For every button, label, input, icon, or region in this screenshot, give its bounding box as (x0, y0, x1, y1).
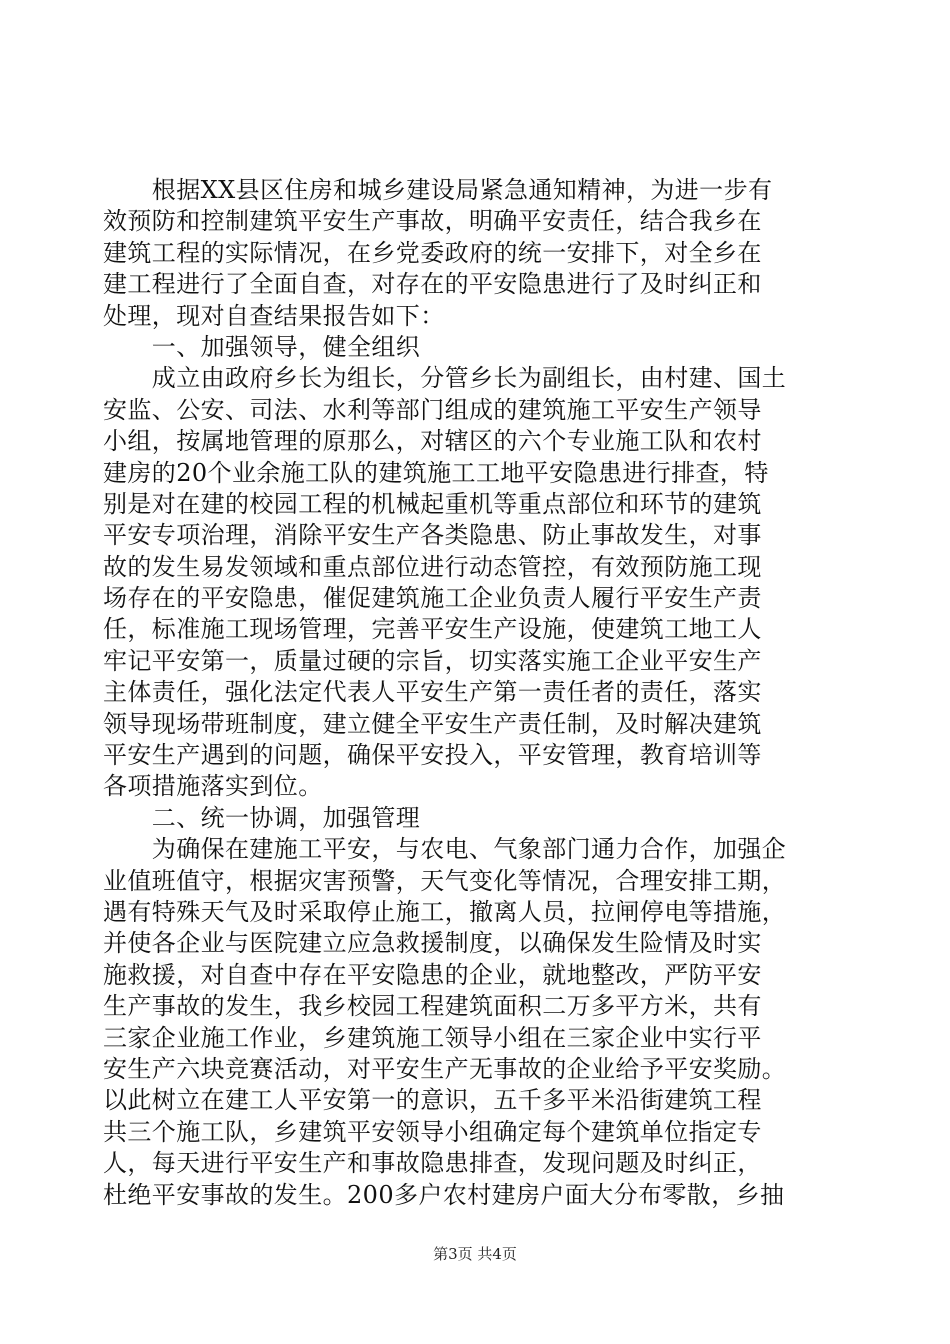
text-line: 根据XX县区住房和城乡建设局紧急通知精神，为进一步有 (103, 176, 773, 204)
text-line: 领导现场带班制度，建立健全平安生产责任制，及时解决建筑 (103, 709, 762, 738)
text-line: 平安生产遇到的问题，确保平安投入，平安管理，教育培训等 (103, 741, 762, 770)
text-line: 别是对在建的校园工程的机械起重机等重点部位和环节的建筑 (103, 489, 762, 518)
text-line: 并使各企业与医院建立应急救援制度，以确保发生险情及时实 (103, 929, 762, 958)
text-line: 三家企业施工作业，乡建筑施工领导小组在三家企业中实行平 (103, 1023, 762, 1052)
text-line: 建工程进行了全面自查，对存在的平安隐患进行了及时纠正和 (103, 270, 762, 299)
text-line: 场存在的平安隐患，催促建筑施工企业负责人履行平安生产责 (103, 584, 762, 613)
text-line: 处理，现对自查结果报告如下： (103, 301, 445, 330)
text-line: 二、统一协调，加强管理 (103, 803, 421, 832)
text-line: 任，标准施工现场管理，完善平安生产设施，使建筑工地工人 (103, 615, 762, 644)
body-text (103, 175, 851, 1211)
text-line: 杜绝平安事故的发生。200多户农村建房户面大分布零散，乡抽 (103, 1180, 785, 1209)
text-line: 小组，按属地管理的原那么，对辖区的六个专业施工队和农村 (103, 427, 762, 456)
text-line: 生产事故的发生，我乡校园工程建筑面积二万多平方米，共有 (103, 992, 762, 1021)
text-line: 故的发生易发领域和重点部位进行动态管控，有效预防施工现 (103, 552, 762, 581)
text-line: 共三个施工队，乡建筑平安领导小组确定每个建筑单位指定专 (103, 1117, 762, 1146)
text-line: 牢记平安第一，质量过硬的宗旨，切实落实施工企业平安生产 (103, 646, 762, 675)
text-line: 建筑工程的实际情况，在乡党委政府的统一安排下，对全乡在 (103, 238, 762, 267)
text-line: 各项措施落实到位。 (103, 772, 323, 801)
text-line: 为确保在建施工平安，与农电、气象部门通力合作，加强企 (103, 835, 787, 864)
text-line: 主体责任，强化法定代表人平安生产第一责任者的责任，落实 (103, 678, 762, 707)
text-line: 安监、公安、司法、水利等部门组成的建筑施工平安生产领导 (103, 395, 762, 424)
page-footer: 第3页 共4页 (433, 1245, 517, 1263)
text-line: 安生产六块竞赛活动，对平安生产无事故的企业给予平安奖励。 (103, 1054, 787, 1083)
text-line: 建房的20个业余施工队的建筑施工工地平安隐患进行排查，特 (103, 458, 769, 487)
text-line: 人，每天进行平安生产和事故隐患排查，发现问题及时纠正， (103, 1149, 762, 1178)
text-line: 施救援，对自查中存在平安隐患的企业，就地整改，严防平安 (103, 960, 762, 989)
text-line: 成立由政府乡长为组长，分管乡长为副组长，由村建、国土 (103, 364, 787, 393)
text-line: 遇有特殊天气及时采取停止施工，撤离人员，拉闸停电等措施， (103, 897, 787, 926)
text-line: 以此树立在建工人平安第一的意识，五千多平米沿街建筑工程 (103, 1086, 762, 1115)
text-line: 一、加强领导，健全组织 (103, 332, 421, 361)
text-line: 平安专项治理，消除平安生产各类隐患、防止事故发生，对事 (103, 521, 762, 550)
text-line: 业值班值守，根据灾害预警，天气变化等情况，合理安排工期， (103, 866, 787, 895)
text-line: 效预防和控制建筑平安生产事故，明确平安责任，结合我乡在 (103, 207, 762, 236)
